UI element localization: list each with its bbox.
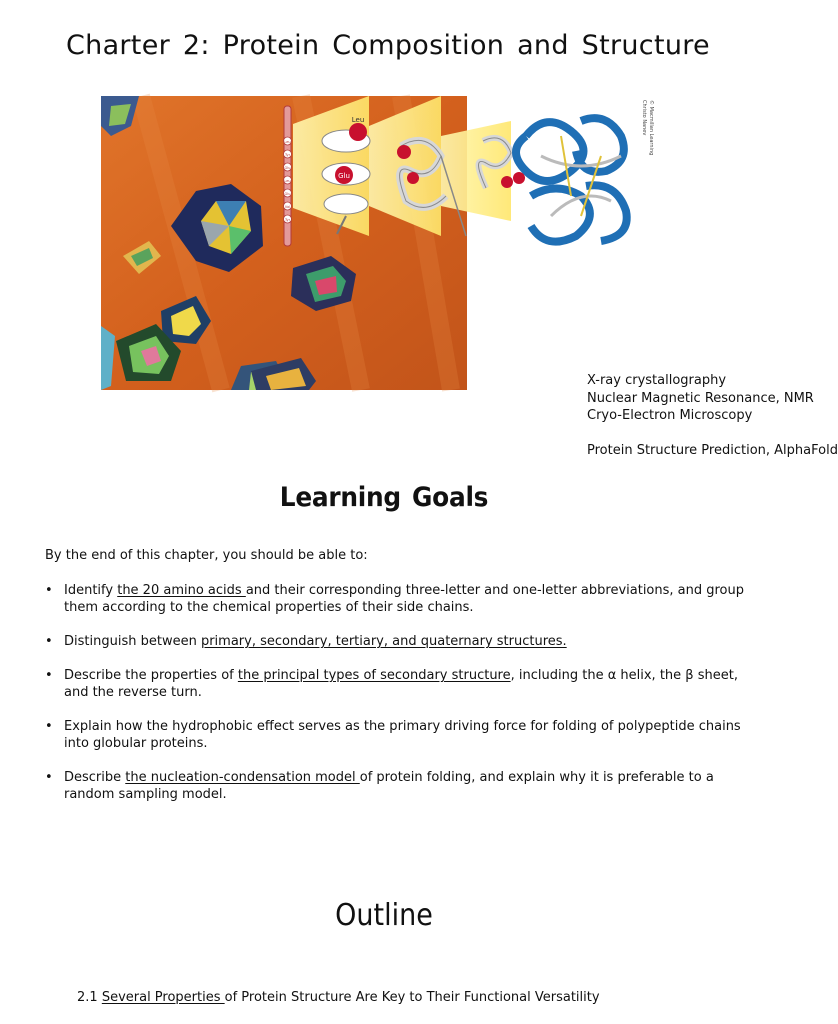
strand-residue-label: Leu bbox=[284, 140, 291, 144]
goal-link[interactable]: the nucleation-condensation model bbox=[125, 770, 360, 785]
strand-residue-label: Tyr bbox=[284, 153, 291, 157]
learning-goals-list bbox=[45, 582, 750, 820]
learning-goal-item: • Explain how the hydrophobic effect serves as the primary driving force for folding of polypeptide chains into globular proteins. bbox=[45, 719, 741, 751]
method-item: Protein Structure Prediction, AlphaFold bbox=[587, 442, 838, 458]
image-credit: Christo Nanev bbox=[641, 100, 647, 136]
bullet: • bbox=[45, 770, 53, 785]
strand-residue-label: Tyr bbox=[284, 218, 291, 222]
image-credit: © Macmillan Learning bbox=[648, 100, 654, 156]
bullet: • bbox=[45, 668, 53, 683]
crystal-and-folding-image bbox=[101, 96, 655, 390]
protein-structure-figure bbox=[101, 96, 838, 458]
learning-goal-item: • Distinguish between primary, secondary, tertiary, and quaternary structures. bbox=[45, 634, 567, 649]
amino-acid-strand bbox=[284, 106, 292, 246]
goal-link[interactable]: the 20 amino acids bbox=[117, 583, 246, 598]
strand-residue-label: Glu bbox=[284, 166, 291, 170]
bullet: • bbox=[45, 634, 53, 649]
method-item: Cryo-Electron Microscopy bbox=[587, 408, 753, 423]
helix-residue-label: Leu bbox=[351, 116, 365, 124]
learning-goals-intro: By the end of this chapter, you should be able to: bbox=[45, 548, 368, 563]
bullet: • bbox=[45, 719, 53, 734]
learning-goal-item: • Identify the 20 amino acids and their corresponding three-letter and one-letter abbreviations, and group them according to the chemical properties of their side chains. bbox=[45, 583, 745, 615]
page-title: Charter 2: Protein Composition and Structure bbox=[66, 30, 710, 61]
outline-link[interactable]: Several Properties bbox=[101, 990, 225, 1005]
method-item: X-ray crystallography bbox=[587, 373, 727, 388]
outline-item: 2.1 Several Properties of Protein Structure Are Key to Their Functional Versatility bbox=[77, 990, 600, 1005]
folded-protein bbox=[509, 114, 633, 242]
goal-link[interactable]: primary, secondary, tertiary, and quaternary structures. bbox=[200, 634, 567, 649]
bullet: • bbox=[45, 583, 53, 598]
helix-residue-label: Glu bbox=[338, 172, 350, 180]
method-item: Nuclear Magnetic Resonance, NMR bbox=[587, 390, 814, 406]
outline-heading: Outline bbox=[335, 898, 433, 933]
outline-number: 2.1 bbox=[77, 990, 102, 1005]
goal-link[interactable]: the principal types of secondary structure bbox=[237, 668, 511, 683]
learning-goal-item: • Describe the nucleation-condensation model of protein folding, and explain why it is preferable to a random sampling model. bbox=[45, 770, 714, 802]
strand-residue-label: Val bbox=[284, 205, 291, 209]
learning-goals-heading: Learning Goals bbox=[279, 482, 489, 513]
strand-residue-label: Glu bbox=[284, 192, 291, 196]
learning-goal-item: • Describe the properties of the principal types of secondary structure, including the α helix, the β sheet, and the reverse turn. bbox=[45, 668, 738, 700]
strand-residue-label: Leu bbox=[284, 179, 291, 183]
structure-methods bbox=[587, 372, 838, 459]
